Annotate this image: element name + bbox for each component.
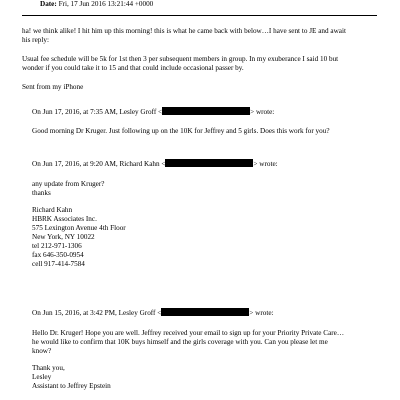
- quote3-header-prefix: On Jun 15, 2016, at 3:42 PM, Lesley Groff <: [32, 309, 162, 317]
- quote1-body: Good morning Dr Kruger. Just following up on the 10K for Jeffrey and 5 girls. Does this work for you?: [32, 127, 330, 135]
- quote2-line-2: thanks: [32, 189, 51, 197]
- reply-line-2: his reply:: [22, 36, 49, 44]
- signature-name: Richard Kahn: [32, 206, 73, 214]
- signature-tel: tel 212-971-1306: [32, 242, 82, 250]
- reply-signature: Sent from my iPhone: [22, 83, 84, 91]
- quote1-header-prefix: On Jun 17, 2016, at 7:35 AM, Lesley Groff <: [32, 108, 163, 116]
- reply-para2-line-1: Usual fee schedule will be 5k for 1st then 3 per subsequent members in group. In my exuberance I said 10 but: [22, 55, 339, 63]
- quote2-line-1: any update from Kruger?: [32, 180, 105, 188]
- reply-para2-line-2: wonder if you could take it to 15 and that could include occasional passer by.: [22, 64, 244, 72]
- reply-line-1: ha! we think alike! I hit him up this morning! this is what he came back with below…I have sent to JE and await: [22, 27, 346, 35]
- quote3-title: Assistant to Jeffrey Epstein: [32, 382, 111, 390]
- header-divider: [22, 15, 377, 16]
- redacted-email-block: [165, 159, 253, 167]
- date-value: Fri, 17 Jun 2016 13:21:44 +0000: [58, 0, 154, 8]
- signature-city: New York, NY 10022: [32, 233, 95, 241]
- date-label: Date:: [40, 0, 57, 8]
- signature-cell: cell 917-414-7584: [32, 260, 85, 268]
- redacted-email-block: [162, 107, 250, 115]
- quote1-header-suffix: > wrote:: [250, 108, 275, 116]
- quote3-closing: Thank you,: [32, 364, 65, 372]
- quote3-header: [32, 308, 274, 318]
- quote3-body-line-3: know?: [32, 347, 52, 355]
- email-date-header: [40, 0, 153, 9]
- signature-fax: fax 646-350-0954: [32, 251, 84, 259]
- quote3-name: Lesley: [32, 373, 52, 381]
- quote2-header-prefix: On Jun 17, 2016, at 9:20 AM, Richard Kahn <: [32, 160, 166, 168]
- signature-address: 575 Lexington Avenue 4th Floor: [32, 224, 126, 232]
- quote3-body-line-2: he would like to confirm that 10K buys himself and the girls coverage with you. Can you please let me: [32, 338, 328, 346]
- quote1-header: [32, 107, 274, 117]
- quote3-body-line-1: Hello Dr. Kruger! Hope you are well. Jeffrey received your email to sign up for your Priority Private Care…: [32, 329, 345, 337]
- redacted-email-block: [161, 308, 249, 316]
- quote2-header: [32, 159, 278, 169]
- signature-company: HBRK Associates Inc.: [32, 215, 97, 223]
- quote3-header-suffix: > wrote:: [249, 309, 274, 317]
- quote2-header-suffix: > wrote:: [253, 160, 278, 168]
